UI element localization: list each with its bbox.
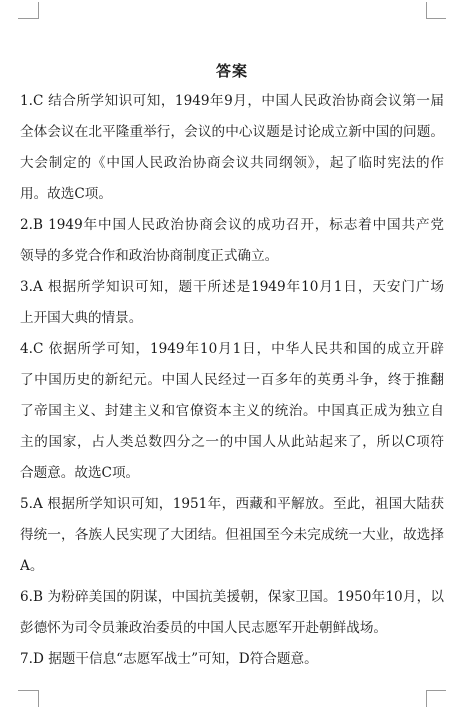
answer-4-line-1: 4.C 依据所学可知，1949年10月1日，中华人民共和国的成立开辟 <box>20 341 444 357</box>
page-title: 答案 <box>215 62 248 80</box>
answer-item-3 <box>20 272 444 334</box>
answer-5-line-3: A。 <box>20 558 44 574</box>
answer-1-line-4: 用。故选C项。 <box>20 186 112 202</box>
answer-4-line-5: 合题意。故选C项。 <box>20 465 140 481</box>
crop-mark-top-right-v <box>426 2 427 19</box>
answer-item-6 <box>20 582 444 644</box>
answer-7-line-1: 7.D 据题干信息“志愿军战士”可知，D符合题意。 <box>20 651 318 667</box>
answer-1-line-2: 全体会议在北平隆重举行，会议的中心议题是讨论成立新中国的问题。 <box>20 124 444 140</box>
crop-mark-bottom-left-v <box>38 690 39 707</box>
answer-1-line-1: 1.C 结合所学知识可知，1949年9月，中国人民政治协商会议第一届 <box>20 93 444 109</box>
answer-3-line-1: 3.A 根据所学知识可知，题干所述是1949年10月1日，天安门广场 <box>20 279 444 295</box>
crop-mark-bottom-left-h <box>18 690 38 691</box>
answer-4-line-3: 了帝国主义、封建主义和官僚资本主义的统治。中国真正成为独立自 <box>20 403 444 419</box>
crop-mark-top-left-h <box>18 18 38 19</box>
answer-2-line-1: 2.B 1949年中国人民政治协商会议的成功召开，标志着中国共产党 <box>20 217 444 233</box>
answer-5-line-1: 5.A 根据所学知识可知，1951年，西藏和平解放。至此，祖国大陆获 <box>20 496 444 512</box>
answer-2-line-2: 领导的多党合作和政治协商制度正式确立。 <box>20 248 279 264</box>
answer-4-line-2: 了中国历史的新纪元。中国人民经过一百多年的英勇斗争，终于推翻 <box>20 372 444 388</box>
answer-item-5 <box>20 489 444 582</box>
crop-mark-top-left-v <box>38 2 39 19</box>
answer-5-line-2: 得统一，各族人民实现了大团结。但祖国至今未完成统一大业，故选择 <box>20 527 444 543</box>
answer-3-line-2: 上开国大典的情景。 <box>20 310 143 326</box>
crop-mark-bottom-right-h <box>426 690 446 691</box>
answer-item-1 <box>20 86 444 210</box>
crop-mark-top-right-h <box>426 18 446 19</box>
crop-mark-bottom-right-v <box>426 690 427 707</box>
answer-item-4 <box>20 334 444 489</box>
answer-item-7 <box>20 644 444 675</box>
answer-item-2 <box>20 210 444 272</box>
answer-6-line-2: 彭德怀为司令员兼政治委员的中国人民志愿军开赴朝鲜战场。 <box>20 620 388 636</box>
answer-list <box>20 86 444 675</box>
answer-1-line-3: 大会制定的《中国人民政治协商会议共同纲领》，起了临时宪法的作 <box>20 155 444 171</box>
answer-6-line-1: 6.B 为粉碎美国的阴谋，中国抗美援朝，保家卫国。1950年10月，以 <box>20 589 444 605</box>
answer-4-line-4: 主的国家，占人类总数四分之一的中国人从此站起来了，所以C项符 <box>20 434 444 450</box>
